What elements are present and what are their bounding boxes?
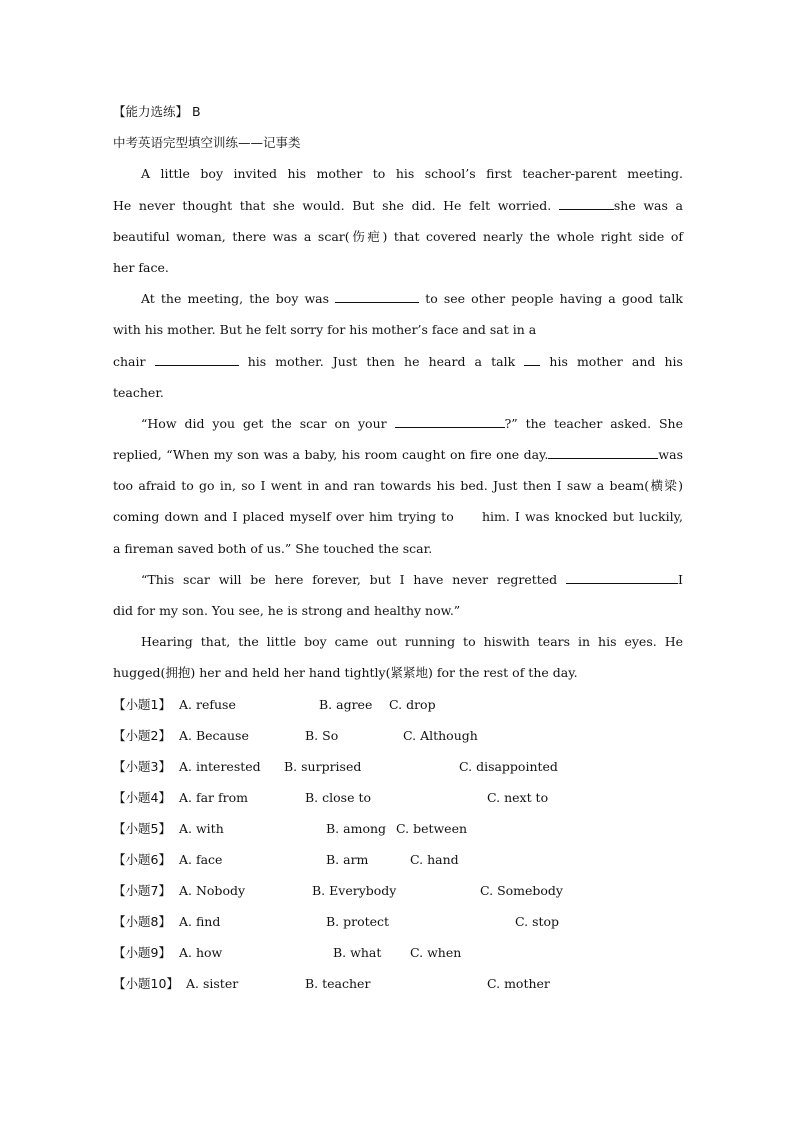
question-10 [113, 972, 683, 1003]
option-c[interactable]: C. stop [515, 914, 560, 930]
question-2 [113, 724, 683, 755]
option-a[interactable]: A. Nobody [179, 883, 246, 899]
passage-line: A little boy invited his mother to his school’s first teacher-parent meeting. [141, 166, 683, 182]
option-a[interactable]: A. sister [186, 976, 239, 992]
question-label: 【小题3】 [113, 758, 171, 774]
question-label: 【小题6】 [113, 852, 171, 868]
passage-line: “This scar will be here forever, but I have never regretted I [113, 568, 683, 599]
question-list [113, 693, 683, 1004]
option-b[interactable]: B. So [305, 727, 339, 743]
question-4 [113, 786, 683, 817]
option-b[interactable]: B. protect [326, 914, 390, 930]
blank-4[interactable] [155, 351, 239, 366]
question-label: 【小题10】 [113, 976, 179, 992]
blank-7[interactable] [548, 444, 658, 459]
option-a[interactable]: A. far from [179, 789, 248, 805]
option-c[interactable]: C. disappointed [459, 758, 558, 774]
question-6 [113, 848, 683, 879]
option-a[interactable]: A. interested [179, 758, 261, 774]
question-1 [113, 693, 683, 724]
passage-line: replied, “When my son was a baby, his room caught on fire one day. was [113, 443, 683, 474]
passage-line: teacher. [113, 384, 164, 400]
passage-line: chair his mother. Just then he heard a talk his mother and his [113, 350, 683, 381]
option-c[interactable]: C. Although [403, 727, 478, 743]
passage-line: coming down and I placed myself over him trying to him. I was knocked but luckily, [113, 505, 683, 536]
option-b[interactable]: B. what [333, 945, 382, 961]
option-b[interactable]: B. arm [326, 852, 369, 868]
option-b[interactable]: B. teacher [305, 976, 371, 992]
passage-line: did for my son. You see, he is strong and healthy now.” [113, 603, 461, 618]
blank-8[interactable] [459, 506, 477, 521]
passage-line: “How did you get the scar on your ?” the teacher asked. She [113, 412, 683, 443]
option-c[interactable]: C. when [410, 945, 462, 961]
passage-line: At the meeting, the boy was to see other people having a good talk [113, 287, 683, 318]
blank-5[interactable] [524, 351, 540, 366]
question-label: 【小题9】 [113, 945, 171, 961]
passage-line: too afraid to go in, so I went in and ran towards his bed. Just then I saw a beam(横梁) [113, 478, 683, 494]
option-c[interactable]: C. next to [487, 789, 549, 805]
option-b[interactable]: B. close to [305, 789, 371, 805]
question-3 [113, 755, 683, 786]
option-a[interactable]: A. find [179, 914, 221, 930]
question-label: 【小题7】 [113, 883, 171, 899]
section-label: 【能力选练】 B [113, 104, 201, 119]
option-a[interactable]: A. refuse [179, 696, 236, 712]
passage-line: with his mother. But he felt sorry for his mother’s face and sat in a [113, 322, 537, 338]
question-label: 【小题4】 [113, 789, 171, 805]
page-title: 中考英语完型填空训练——记事类 [113, 135, 301, 151]
option-c[interactable]: C. mother [487, 976, 550, 992]
option-b[interactable]: B. agree [319, 696, 373, 712]
passage-line: He never thought that she would. But she did. He felt worried. she was a [113, 194, 683, 225]
option-a[interactable]: A. how [179, 945, 223, 961]
blank-6[interactable] [395, 413, 505, 428]
question-8 [113, 910, 683, 941]
passage-line: Hearing that, the little boy came out running to hiswith tears in his eyes. He [141, 634, 683, 650]
option-b[interactable]: B. surprised [284, 758, 362, 774]
question-label: 【小题2】 [113, 727, 171, 743]
passage-line: a fireman saved both of us.” She touched the scar. [113, 540, 433, 556]
passage-line: her face. [113, 259, 169, 275]
option-c[interactable]: C. hand [410, 852, 459, 868]
option-b[interactable]: B. among [326, 820, 387, 836]
option-a[interactable]: A. face [179, 852, 223, 868]
blank-2[interactable] [559, 195, 614, 210]
question-label: 【小题8】 [113, 914, 171, 930]
question-7 [113, 879, 683, 910]
option-c[interactable]: C. between [396, 820, 468, 836]
question-9 [113, 941, 683, 972]
option-a[interactable]: A. with [179, 820, 224, 836]
question-5 [113, 817, 683, 848]
option-c[interactable]: C. Somebody [480, 883, 563, 899]
option-a[interactable]: A. Because [179, 727, 249, 743]
question-label: 【小题5】 [113, 820, 171, 836]
passage-line: hugged(拥抱) her and held her hand tightly(紧紧地) for the rest of the day. [113, 665, 578, 681]
option-b[interactable]: B. Everybody [312, 883, 397, 899]
blank-9[interactable] [566, 569, 678, 584]
option-c[interactable]: C. drop [389, 696, 436, 712]
question-label: 【小题1】 [113, 696, 171, 712]
blank-3[interactable] [335, 288, 419, 303]
passage-line: beautiful woman, there was a scar(伤疤) that covered nearly the whole right side of [113, 228, 683, 244]
document-page [113, 100, 683, 1004]
